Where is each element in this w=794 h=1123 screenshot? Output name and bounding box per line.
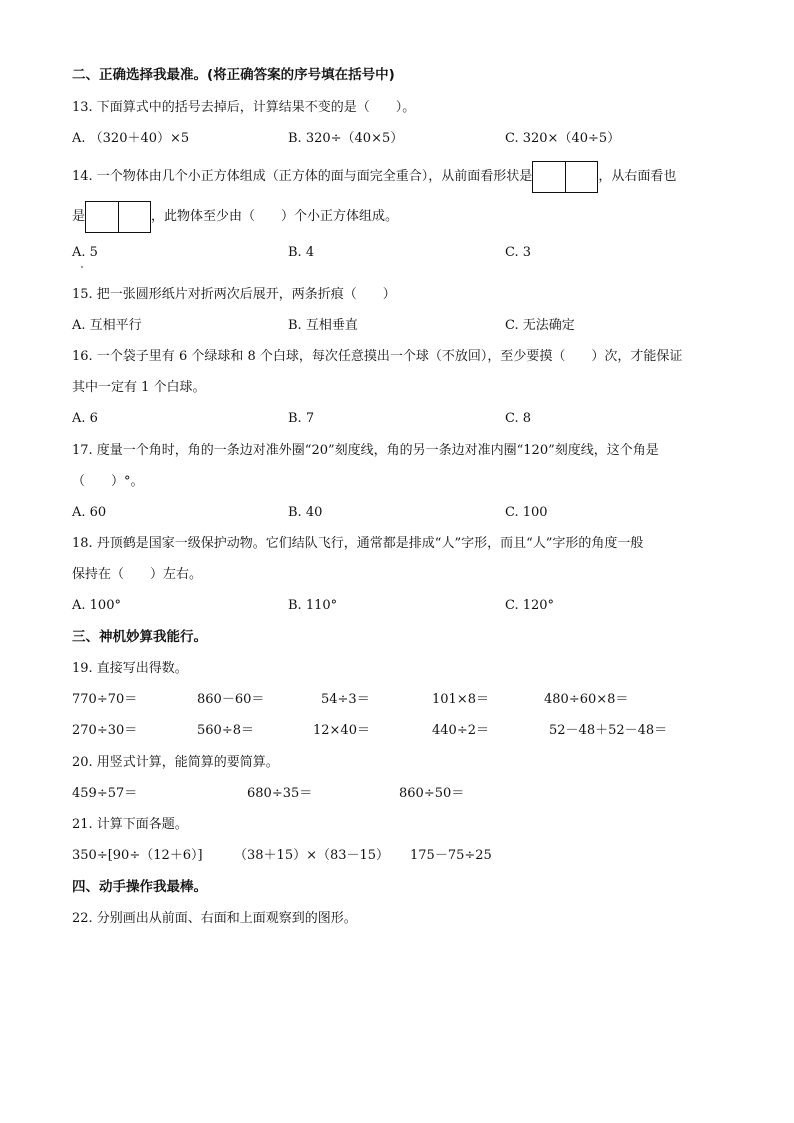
question-13-option-c: C. 320×（40÷5） (505, 131, 621, 146)
q19-row1-item: 54÷3＝ (321, 692, 370, 707)
question-14-text-part4: ，此物体至少由（ ）个小正方体组成。 (151, 209, 399, 224)
right-view-figure (85, 201, 151, 233)
q19-row1-item: 480÷60×8＝ (544, 692, 629, 707)
front-view-figure (532, 161, 598, 193)
question-16-option-a: A. 6 (72, 411, 98, 426)
q20-item: 680÷35＝ (247, 786, 313, 801)
question-22-stem: 22. 分别画出从前面、右面和上面观察到的图形。 (72, 911, 357, 926)
question-16-stem-line2: 其中一定有 1 个白球。 (72, 380, 206, 395)
question-16-option-b: B. 7 (288, 411, 315, 426)
question-14-stem-line1 (72, 160, 676, 194)
question-14-text-part3: 是 (72, 209, 86, 224)
q19-row2-item: 560÷8＝ (197, 723, 254, 738)
q19-row1-item: 860－60＝ (197, 692, 265, 707)
question-17-stem-line1: 17. 度量一个角时，角的一条边对准外圈“20”刻度线，角的另一条边对准内圈“120”刻度线，这个角是 (72, 443, 659, 458)
question-18-option-a: A. 100° (72, 598, 121, 613)
question-21-stem: 21. 计算下面各题。 (72, 817, 188, 832)
question-15-option-c: C. 无法确定 (505, 318, 575, 333)
section-4-heading: 四、动手操作我最棒。 (72, 879, 207, 895)
q19-row2-item: 52－48＋52－48＝ (549, 723, 668, 738)
q21-item: （38＋15）×（83－15） (234, 848, 390, 863)
question-15-stem: 15. 把一张圆形纸片对折两次后展开，两条折痕（ ） (72, 287, 396, 302)
question-18-stem-line1: 18. 丹顶鹤是国家一级保护动物。它们结队飞行，通常都是排成“人”字形，而且“人”字形的角度一般 (72, 536, 644, 551)
question-14-option-b: B. 4 (288, 245, 315, 260)
question-16-stem-line1: 16. 一个袋子里有 6 个绿球和 8 个白球，每次任意摸出一个球（不放回），至少要摸（ ）次，才能保证 (72, 349, 683, 364)
question-13-option-b: B. 320÷（40×5） (288, 131, 404, 146)
question-17-option-c: C. 100 (505, 505, 548, 520)
q19-row2-item: 270÷30＝ (72, 723, 138, 738)
question-18-option-b: B. 110° (288, 598, 338, 613)
question-14-stem-line2 (72, 200, 398, 234)
q20-item: 459÷57＝ (72, 786, 138, 801)
question-17-option-b: B. 40 (288, 505, 323, 520)
question-17-option-a: A. 60 (72, 505, 107, 520)
question-20-stem: 20. 用竖式计算，能简算的要简算。 (72, 755, 279, 770)
section-2-heading: 二、正确选择我最准。(将正确答案的序号填在括号中) (72, 67, 395, 83)
q19-row2-item: 440÷2＝ (432, 723, 489, 738)
q19-row1-item: 770÷70＝ (72, 692, 138, 707)
question-18-option-c: C. 120° (505, 598, 555, 613)
question-13-stem: 13. 下面算式中的括号去掉后，计算结果不变的是（ ）。 (72, 100, 416, 115)
q20-item: 860÷50＝ (399, 786, 465, 801)
question-14-text-part2: ，从右面看也 (598, 169, 677, 184)
q19-row2-item: 12×40＝ (313, 723, 370, 738)
question-17-stem-line2: （ ）°。 (72, 474, 144, 489)
question-14-text-part1: 14. 一个物体由几个小正方体组成（正方体的面与面完全重合），从前面看形状是 (72, 169, 533, 184)
section-3-heading: 三、神机妙算我能行。 (72, 629, 207, 645)
question-13-option-a: A. （320＋40）×5 (72, 131, 190, 146)
question-19-stem: 19. 直接写出得数。 (72, 661, 188, 676)
question-14-option-a: A. 5 (72, 245, 98, 260)
q21-item: 175－75÷25 (410, 848, 492, 863)
question-15-option-a: A. 互相平行 (72, 318, 142, 333)
q19-row1-item: 101×8＝ (432, 692, 489, 707)
q21-item: 350÷[90÷（12＋6）] (72, 848, 203, 863)
question-18-stem-line2: 保持在（ ）左右。 (72, 567, 203, 582)
stray-dot (81, 266, 83, 268)
question-14-option-c: C. 3 (505, 245, 532, 260)
question-16-option-c: C. 8 (505, 411, 532, 426)
question-15-option-b: B. 互相垂直 (288, 318, 358, 333)
